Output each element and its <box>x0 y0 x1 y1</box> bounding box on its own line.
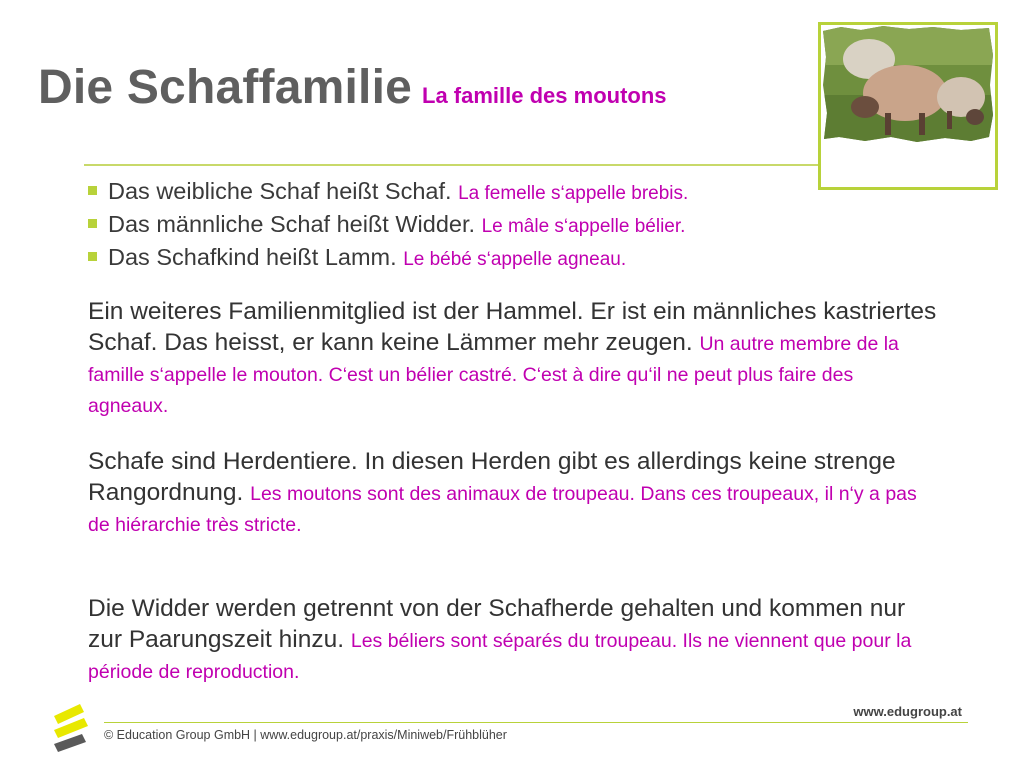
bullet-german: Das männliche Schaf heißt Widder. <box>108 211 476 237</box>
title-french: La famille des moutons <box>422 83 667 108</box>
footer-copyright: © Education Group GmbH | www.edugroup.at/praxis/Miniweb/Frühblüher <box>104 728 507 742</box>
slide-title <box>38 60 667 115</box>
list-item <box>88 176 688 209</box>
bullet-french: Le mâle s‘appelle bélier. <box>481 216 686 237</box>
paragraph-rams <box>88 593 938 686</box>
bullet-square-icon <box>88 186 97 195</box>
list-item <box>88 242 688 275</box>
bullet-square-icon <box>88 252 97 261</box>
paragraph-german: Ein weiteres Familienmitglied ist der Hammel. Er ist ein männliches kastriertes Schaf. Das heisst, er kann keine Lämmer mehr zeugen. <box>88 298 937 356</box>
title-divider <box>84 164 820 166</box>
footer-divider <box>104 722 968 723</box>
sheep-photo <box>818 22 998 190</box>
paragraph-french: Les moutons sont des animaux de troupeau. Dans ces troupeaux, il n‘y a pas de hiérarchie très stricte. <box>88 483 917 536</box>
bullet-french: Le bébé s‘appelle agneau. <box>403 249 627 270</box>
list-item <box>88 209 688 242</box>
title-german: Die Schaffamilie <box>38 61 413 114</box>
paragraph-hammel <box>88 296 938 420</box>
paragraph-french: Un autre membre de la famille s‘appelle le mouton. C‘est un bélier castré. C‘est à dire qu‘il ne peut plus faire des agneaux. <box>88 333 899 417</box>
bullet-german: Das Schafkind heißt Lamm. <box>108 244 397 270</box>
bullet-german: Das weibliche Schaf heißt Schaf. <box>108 178 452 204</box>
footer-website: www.edugroup.at <box>853 704 962 719</box>
paragraph-german: Schafe sind Herdentiere. In diesen Herden gibt es allerdings keine strenge Rangordnung. <box>88 448 896 506</box>
paragraph-french: Les béliers sont séparés du troupeau. Ils ne viennent que pour la période de reproduction. <box>88 630 912 683</box>
paragraph-herd <box>88 446 938 539</box>
paragraph-german: Die Widder werden getrennt von der Schafherde gehalten und kommen nur zur Paarungszeit hinzu. <box>88 595 906 653</box>
sheep-photo-icon <box>821 25 995 187</box>
bullet-list <box>88 176 688 275</box>
bullet-french: La femelle s‘appelle brebis. <box>458 183 689 204</box>
education-group-logo-icon <box>50 702 94 759</box>
bullet-square-icon <box>88 219 97 228</box>
